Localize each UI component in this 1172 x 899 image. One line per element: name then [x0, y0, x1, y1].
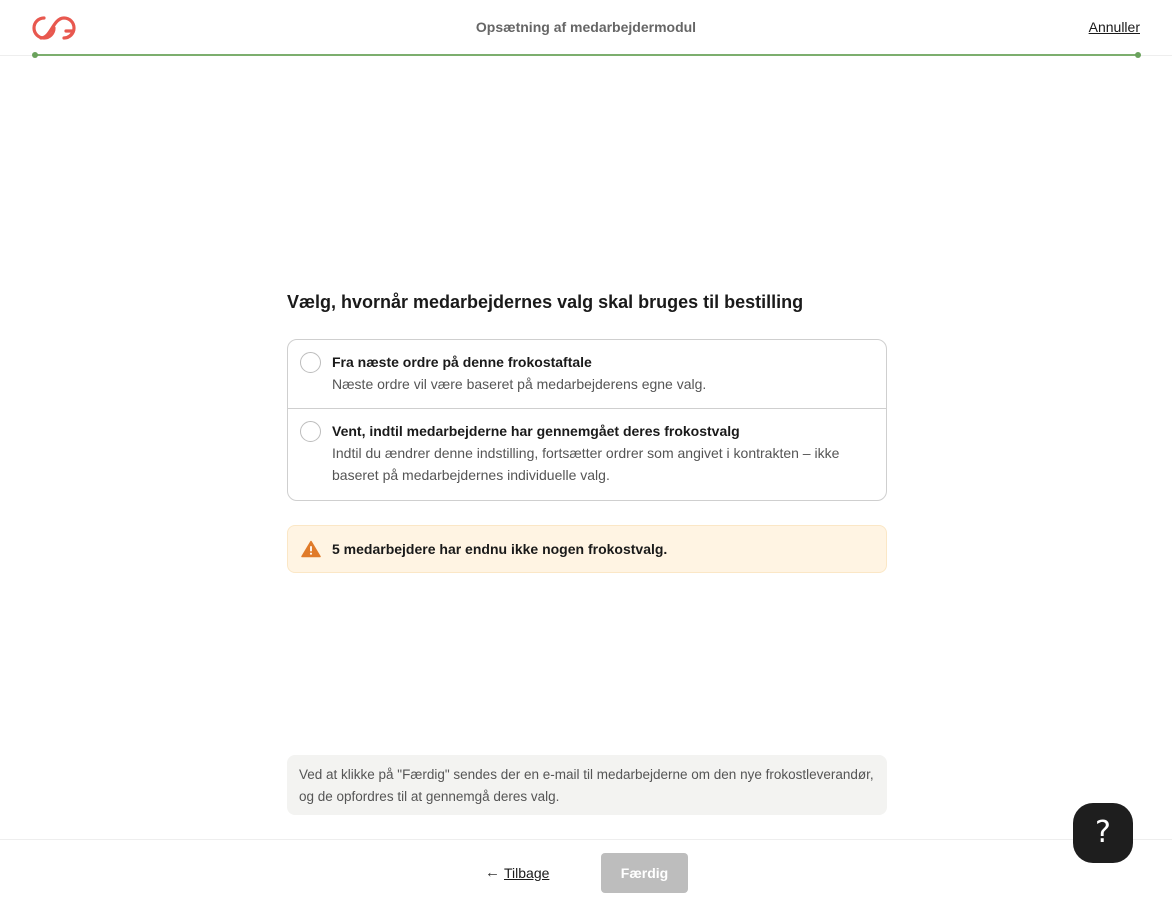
back-button[interactable] — [485, 864, 549, 881]
cancel-link[interactable]: Annuller — [1088, 19, 1140, 35]
option-description: Næste ordre vil være baseret på medarbejderens egne valg. — [332, 376, 707, 392]
radio-button[interactable] — [300, 421, 321, 442]
option-description: Indtil du ændrer denne indstilling, fortsætter ordrer som angivet i kontrakten – ikke baseret på medarbejdernes individuelle valg. — [332, 445, 840, 483]
done-button[interactable]: Færdig — [601, 853, 688, 893]
footer — [0, 839, 1172, 899]
options-group — [287, 339, 887, 501]
warning-text: 5 medarbejdere har endnu ikke nogen frokostvalg. — [332, 541, 668, 557]
header — [0, 0, 1172, 56]
radio-button[interactable] — [300, 352, 321, 373]
page-title: Opsætning af medarbejdermodul — [475, 19, 697, 35]
progress-start-dot — [32, 52, 38, 58]
help-button[interactable]: ? — [1073, 803, 1133, 863]
option-wait-for-review[interactable] — [288, 409, 886, 501]
back-label: Tilbage — [504, 864, 550, 881]
arrow-left-icon: ← — [485, 864, 500, 881]
info-note: Ved at klikke på "Færdig" sendes der en e-mail til medarbejderne om den nye frokostleverandør, og de opfordres til at gennemgå deres valg. — [287, 755, 887, 815]
warning-triangle-icon — [301, 540, 321, 558]
option-title: Vent, indtil medarbejderne har gennemgået deres frokostvalg — [332, 423, 740, 439]
question-heading: Vælg, hvornår medarbejdernes valg skal bruges til bestilling — [287, 292, 804, 312]
warning-banner — [287, 525, 887, 573]
option-title: Fra næste ordre på denne frokostaftale — [332, 354, 592, 370]
progress-end-dot — [1135, 52, 1141, 58]
progress-bar — [35, 54, 1138, 56]
option-next-order[interactable] — [288, 340, 886, 409]
